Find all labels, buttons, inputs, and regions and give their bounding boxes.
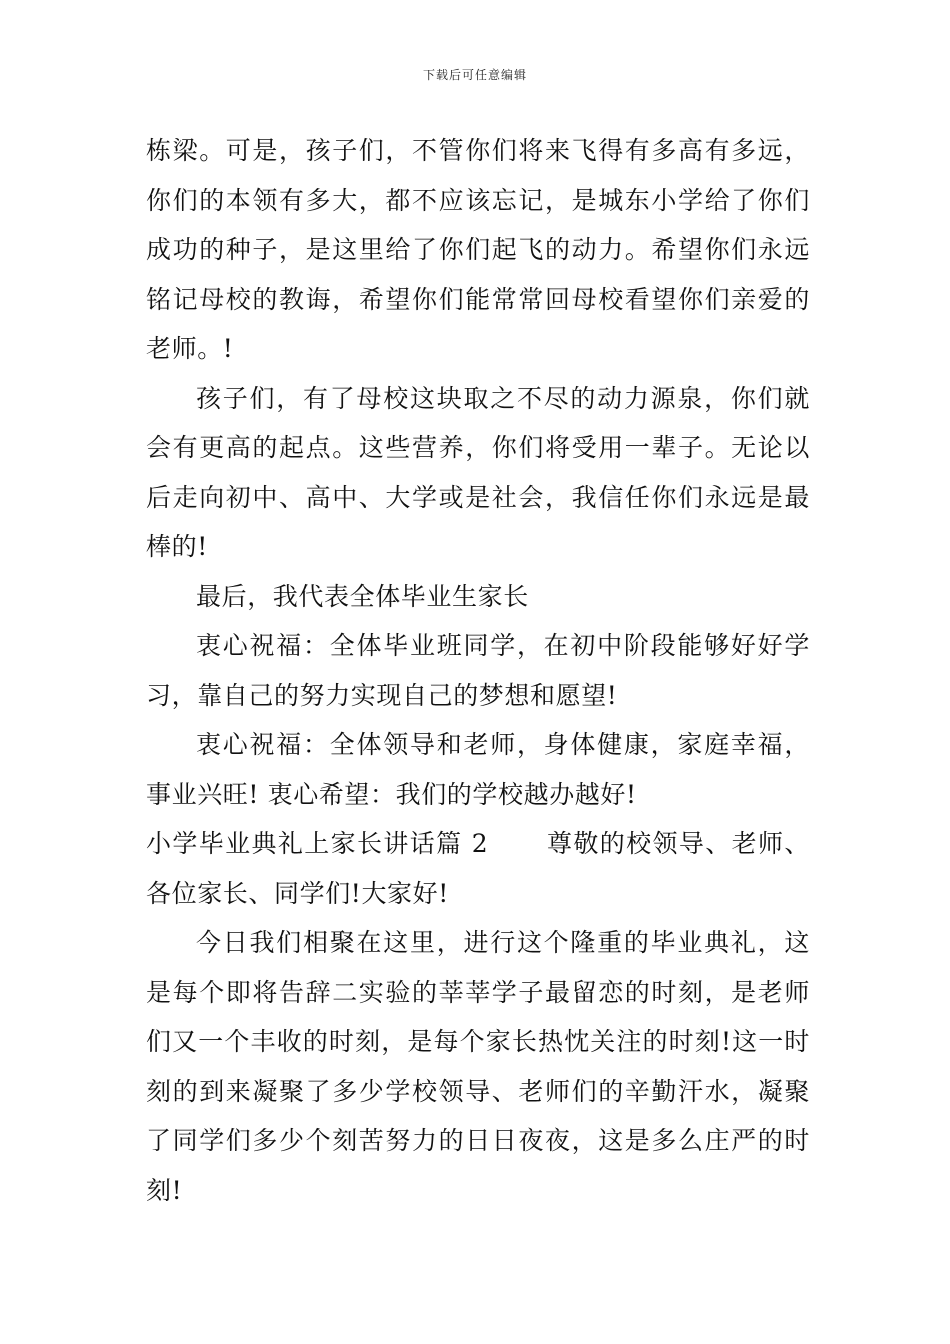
paragraph-wish-students: 衷心祝福：全体毕业班同学，在初中阶段能够好好学习，靠自己的努力实现自己的梦想和愿望! [146,631,810,710]
paragraph-continuation: 栋梁。可是，孩子们，不管你们将来飞得有多高有多远，你们的本领有多大，都不应该忘记，是城东小学给了你们成功的种子，是这里给了你们起飞的动力。希望你们永远铭记母校的教诲，希望你们能常常回母校看望你们亲爱的老师。! [146,136,810,363]
paragraph-motivation: 孩子们，有了母校这块取之不尽的动力源泉，你们就会有更高的起点。这些营养，你们将受用一辈子。无论以后走向初中、高中、大学或是社会，我信任你们永远是最棒的! [146,383,810,561]
page-header: 下载后可任意编辑 [422,68,527,82]
paragraph-closing-intro: 最后，我代表全体毕业生家长 [196,581,529,611]
section-opening: 尊敬的校领导、老师、各位家长、同学们!大家好! [146,829,810,908]
paragraph-speech-body: 今日我们相聚在这里，进行这个隆重的毕业典礼，这是每个即将告辞二实验的莘莘学子最留恋的时刻，是老师们又一个丰收的时刻，是每个家长热忱关注的时刻!这一时刻的到来凝聚了多少学校领导、老师们的辛勤汗水，凝聚了同学们多少个刻苦努力的日日夜夜，这是多么庄严的时刻! [146,928,810,1205]
paragraph-wish-teachers: 衷心祝福：全体领导和老师，身体健康，家庭幸福，事业兴旺! 衷心希望：我们的学校越办越好! [146,730,810,809]
section-heading-line [146,819,810,918]
document-body [146,126,810,1215]
section-title: 小学毕业典礼上家长讲话篇 2 [146,829,489,858]
